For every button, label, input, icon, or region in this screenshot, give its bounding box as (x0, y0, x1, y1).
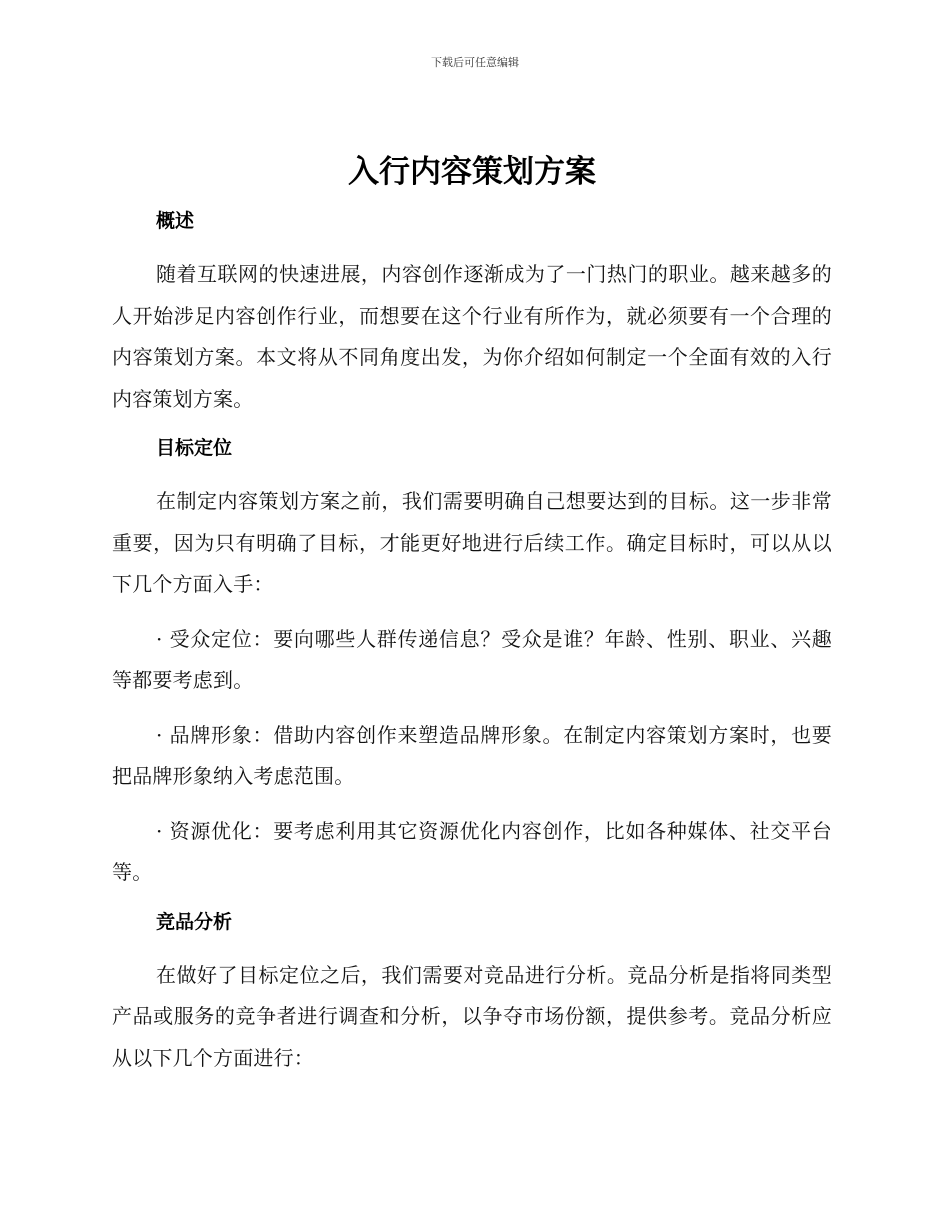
page-header: 下载后可任意编辑 (431, 56, 519, 69)
bullet-item: · 受众定位：要向哪些人群传递信息？受众是谁？年龄、性别、职业、兴趣等都要考虑到。 (112, 626, 832, 692)
paragraph: 随着互联网的快速进展，内容创作逐渐成为了一门热门的职业。越来越多的人开始涉足内容创作行业，而想要在这个行业有所作为，就必须要有一个合理的内容策划方案。本文将从不同角度出发，为你介绍如何制定一个全面有效的入行内容策划方案。 (112, 262, 832, 411)
section-heading: 竞品分析 (156, 910, 233, 933)
bullet-item: · 品牌形象：借助内容创作来塑造品牌形象。在制定内容策划方案时，也要把品牌形象纳入考虑范围。 (112, 722, 832, 788)
section-target-positioning (112, 433, 832, 894)
paragraph: 在做好了目标定位之后，我们需要对竞品进行分析。竞品分析是指将同类型产品或服务的竞争者进行调查和分析，以争夺市场份额，提供参考。竞品分析应从以下几个方面进行： (112, 962, 832, 1070)
bullet-item: · 资源优化：要考虑利用其它资源优化内容创作，比如各种媒体、社交平台等。 (112, 818, 832, 884)
document-body (112, 150, 832, 1092)
section-competitor-analysis (112, 907, 832, 1080)
section-heading: 目标定位 (156, 437, 233, 459)
section-heading: 概述 (156, 210, 195, 232)
paragraph: 在制定内容策划方案之前，我们需要明确自己想要达到的目标。这一步非常重要，因为只有明确了目标，才能更好地进行后续工作。确定目标时，可以从以下几个方面入手： (112, 489, 832, 596)
section-overview (112, 206, 832, 420)
document-title: 入行内容策划方案 (348, 154, 596, 190)
